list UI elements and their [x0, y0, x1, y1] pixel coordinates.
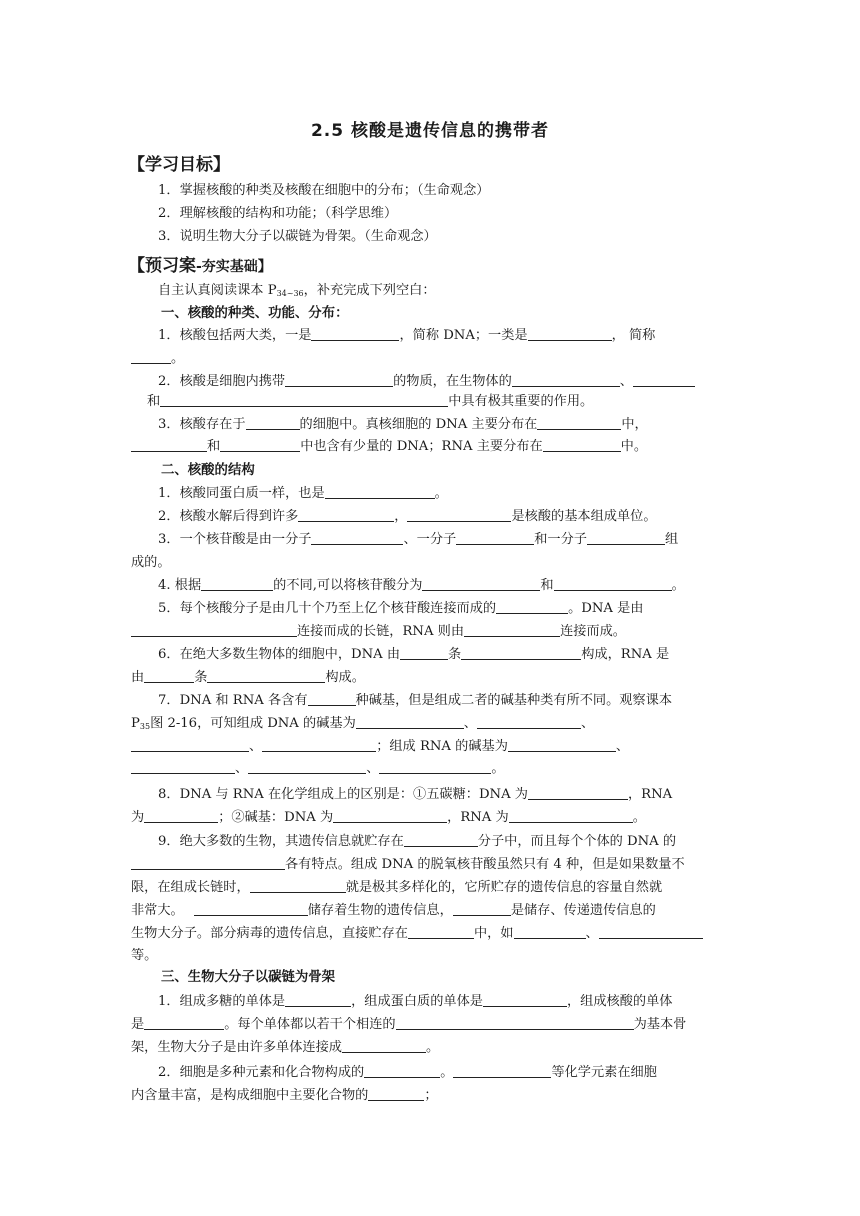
answer-blank[interactable] — [342, 1039, 426, 1053]
answer-blank[interactable] — [422, 577, 540, 591]
question-line — [131, 620, 731, 639]
answer-blank[interactable] — [298, 508, 394, 522]
question-text: 中具有极其重要的作用。 — [448, 394, 594, 409]
question-text: 为基本骨 — [633, 1017, 687, 1032]
answer-blank[interactable] — [508, 738, 616, 752]
question-text: 。 — [671, 578, 685, 593]
question-line — [158, 783, 732, 802]
answer-blank[interactable] — [285, 993, 351, 1007]
objective-item: 1．掌握核酸的种类及核酸在细胞中的分布；（生命观念） — [158, 183, 490, 198]
question-text: ，简称 DNA；一类是 — [399, 328, 528, 343]
question-text: 储存着生物的遗传信息， — [307, 903, 453, 918]
answer-blank[interactable] — [528, 786, 628, 800]
answer-blank[interactable] — [408, 925, 474, 939]
answer-blank[interactable] — [543, 438, 621, 452]
question-text: 中。 — [620, 439, 648, 454]
question-text: ； — [424, 1088, 438, 1103]
question-text: 4. 根据 — [158, 578, 202, 593]
question-line — [131, 1013, 731, 1032]
question-text: 。 — [426, 1040, 440, 1055]
question-text: 。DNA 是由 — [568, 601, 644, 616]
question-text: 。 — [434, 486, 448, 501]
question-text: 、 — [585, 926, 599, 941]
question-text: 是储存、传递遗传信息的 — [510, 903, 656, 918]
question-line — [131, 735, 731, 754]
answer-blank[interactable] — [599, 925, 703, 939]
question-text: 非常大。 — [131, 903, 184, 918]
question-text: 。 — [491, 761, 505, 776]
preview-heading-main: 【预习案 — [128, 256, 196, 276]
question-line — [131, 899, 731, 918]
answer-blank[interactable] — [131, 760, 235, 774]
question-line — [158, 1061, 732, 1080]
answer-blank[interactable] — [461, 646, 581, 660]
question-text: 限，在组成长链时， — [131, 880, 250, 895]
question-text: 1．组成多糖的单体是 — [158, 994, 286, 1009]
answer-blank[interactable] — [131, 738, 249, 752]
answer-blank[interactable] — [131, 856, 285, 870]
answer-blank[interactable] — [248, 760, 366, 774]
question-text: 。每个单体都以若干个相连的 — [224, 1017, 396, 1032]
question-text: 、 — [249, 739, 263, 754]
answer-blank[interactable] — [404, 833, 478, 847]
question-text: 35 — [139, 722, 151, 731]
answer-blank[interactable] — [220, 438, 300, 452]
question-text: 2．核酸是细胞内携带 — [158, 374, 286, 389]
question-text: 由 — [131, 670, 145, 685]
question-line — [131, 1036, 731, 1055]
page-title: 2.5 核酸是遗传信息的携带者 — [310, 121, 550, 141]
question-text: 自主认真阅读课本 P — [158, 283, 277, 298]
question-text: ；②碱基：DNA 为 — [218, 810, 334, 825]
question-line — [131, 757, 731, 776]
answer-blank[interactable] — [368, 1087, 424, 1101]
answer-blank[interactable] — [131, 438, 207, 452]
question-text: 等化学元素在细胞 — [551, 1065, 657, 1080]
answer-blank[interactable] — [144, 669, 194, 683]
question-text: 构成。 — [325, 670, 365, 685]
question-text: 、 — [619, 374, 633, 389]
question-line — [131, 347, 731, 366]
question-line — [158, 689, 732, 708]
question-line — [158, 413, 732, 432]
question-text: 图 2-16，可知组成 DNA 的碱基为 — [150, 716, 356, 731]
answer-blank[interactable] — [496, 600, 568, 614]
preview-heading — [128, 251, 272, 276]
question-text: 的物质，在生物体的 — [393, 374, 512, 389]
question-text: 。 — [171, 351, 185, 366]
question-text: ，组成核酸的单体 — [566, 994, 673, 1009]
question-text: 和一分子 — [534, 532, 587, 547]
question-text: 。 — [440, 1065, 454, 1080]
subsection-heading: 一、核酸的种类、功能、分布： — [161, 306, 349, 321]
question-text: 的细胞中。真核细胞的 DNA 主要分布在 — [299, 417, 538, 432]
question-text: 和 — [540, 578, 554, 593]
question-text: 就是极其多样化的，它所贮存的遗传信息的容量自然就 — [345, 880, 663, 895]
answer-blank[interactable] — [356, 715, 464, 729]
question-text: 8．DNA 与 RNA 在化学组成上的区别是：①五碳糖：DNA 为 — [158, 787, 528, 802]
question-text: 9．绝大多数的生物，其遗传信息就贮存在 — [158, 834, 404, 849]
answer-blank[interactable] — [194, 902, 308, 916]
answer-blank[interactable] — [325, 485, 435, 499]
question-text: ，组成蛋白质的单体是 — [351, 994, 483, 1009]
question-text: 、 — [463, 716, 477, 731]
question-text: 各有特点。组成 DNA 的脱氧核苷酸虽然只有 4 种，但是如果数量不 — [285, 857, 685, 872]
question-text: ，RNA 为 — [447, 810, 509, 825]
question-text: 3．一个核苷酸是由一分子 — [158, 532, 312, 547]
question-line — [158, 370, 732, 389]
answer-blank[interactable] — [364, 1064, 440, 1078]
question-line — [131, 1084, 731, 1103]
question-line — [158, 482, 732, 501]
question-line — [158, 324, 732, 343]
question-text: 1．核酸包括两大类，一是 — [158, 328, 312, 343]
question-line — [147, 390, 747, 409]
question-text: 连接而成的长链，RNA 则由 — [297, 624, 465, 639]
answer-blank[interactable] — [131, 350, 171, 364]
question-line — [158, 505, 732, 524]
question-text: 、 — [615, 739, 630, 754]
answer-blank[interactable] — [509, 809, 633, 823]
question-line — [131, 876, 731, 895]
question-text: 2．细胞是多种元素和化合物构成的 — [158, 1065, 365, 1080]
answer-blank[interactable] — [514, 925, 586, 939]
question-text: 5．每个核酸分子是由几十个乃至上亿个核苷酸连接而成的 — [158, 601, 497, 616]
answer-blank[interactable] — [333, 809, 447, 823]
question-line — [131, 435, 731, 454]
question-text: ， — [394, 509, 408, 524]
answer-blank[interactable] — [456, 531, 534, 545]
subsection-heading: 二、核酸的结构 — [161, 463, 255, 478]
answer-blank[interactable] — [400, 646, 448, 660]
question-text: 架，生物大分子是由许多单体连接成 — [131, 1040, 342, 1055]
question-line — [158, 990, 732, 1009]
answer-blank[interactable] — [587, 531, 665, 545]
question-text: 连接而成。 — [560, 624, 626, 639]
question-text: 和 — [207, 439, 221, 454]
question-text: 等。 — [131, 948, 158, 963]
answer-blank[interactable] — [144, 809, 218, 823]
answer-blank[interactable] — [311, 531, 403, 545]
question-text: ，补充完成下列空白： — [303, 283, 436, 298]
question-text: 中，如 — [473, 926, 514, 941]
question-text: P — [131, 716, 140, 731]
question-text: 构成，RNA 是 — [581, 647, 670, 662]
question-line — [131, 853, 731, 872]
answer-blank[interactable] — [285, 373, 393, 387]
question-text: 是 — [131, 1017, 145, 1032]
answer-blank[interactable] — [396, 1016, 634, 1030]
question-text: 7．DNA 和 RNA 各含有 — [158, 693, 308, 708]
preview-heading-sub: -夯实基础】 — [196, 259, 272, 275]
question-line — [158, 643, 732, 662]
question-line — [158, 830, 732, 849]
question-text: 分子中，而且每个个体的 DNA 的 — [477, 834, 677, 849]
question-text: 、 — [580, 716, 595, 731]
answer-blank[interactable] — [311, 327, 399, 341]
answer-blank[interactable] — [528, 327, 612, 341]
question-text: 为 — [131, 810, 145, 825]
question-line — [131, 666, 731, 685]
question-text: 条 — [194, 670, 208, 685]
answer-blank[interactable] — [633, 373, 695, 387]
answer-blank[interactable] — [201, 577, 273, 591]
question-text: 6．在绝大多数生物体的细胞中，DNA 由 — [158, 647, 401, 662]
question-text: 和 — [147, 394, 161, 409]
question-text: 、 — [235, 761, 249, 776]
answer-blank[interactable] — [464, 623, 560, 637]
question-text: 内含量丰富，是构成细胞中主要化合物的 — [131, 1088, 369, 1103]
question-line — [131, 551, 731, 570]
answer-blank[interactable] — [144, 1016, 224, 1030]
question-text: 成的。 — [131, 555, 171, 570]
question-text: 是核酸的基本组成单位。 — [511, 509, 657, 524]
question-text: ；组成 RNA 的碱基为 — [376, 739, 508, 754]
answer-blank[interactable] — [131, 623, 297, 637]
preview-intro — [158, 279, 732, 298]
answer-blank[interactable] — [554, 577, 672, 591]
objective-item: 3．说明生物大分子以碳链为骨架。（生命观念） — [158, 229, 437, 244]
question-text: ， 简称 — [611, 328, 656, 343]
question-line — [158, 597, 732, 616]
question-text: 中， — [621, 417, 648, 432]
answer-blank[interactable] — [483, 993, 567, 1007]
question-line — [131, 922, 731, 941]
question-line — [158, 574, 732, 593]
question-text: 2．核酸水解后得到许多 — [158, 509, 299, 524]
answer-blank[interactable] — [379, 760, 491, 774]
answer-blank[interactable] — [250, 879, 346, 893]
answer-blank[interactable] — [207, 669, 325, 683]
question-text: 、一分子 — [403, 532, 457, 547]
question-text: 生物大分子。部分病毒的遗传信息，直接贮存在 — [131, 926, 408, 941]
answer-blank[interactable] — [512, 373, 620, 387]
answer-blank[interactable] — [262, 738, 376, 752]
question-text: 3．核酸存在于 — [158, 417, 246, 432]
answer-blank[interactable] — [453, 902, 511, 916]
question-text: 的不同,可以将核苷酸分为 — [273, 578, 423, 593]
question-line — [131, 806, 731, 825]
question-line — [131, 712, 731, 731]
question-text: 种碱基，但是组成二者的碱基种类有所不同。观察课本 — [355, 693, 673, 708]
question-text: 1．核酸同蛋白质一样，也是 — [158, 486, 325, 501]
question-line — [131, 944, 731, 963]
question-line — [158, 528, 732, 547]
question-text: 条 — [448, 647, 462, 662]
answer-blank[interactable] — [537, 416, 621, 430]
question-text: ，RNA — [627, 787, 673, 802]
answer-blank[interactable] — [246, 416, 300, 430]
question-text: 组 — [664, 532, 679, 547]
question-text: 34~36 — [276, 289, 304, 298]
objective-item: 2．理解核酸的结构和功能；（科学思维） — [158, 206, 398, 221]
answer-blank[interactable] — [477, 715, 581, 729]
objectives-heading: 【学习目标】 — [128, 155, 230, 175]
question-text: 。 — [632, 810, 646, 825]
answer-blank[interactable] — [407, 508, 511, 522]
answer-blank[interactable] — [453, 1064, 551, 1078]
answer-blank[interactable] — [160, 393, 448, 407]
question-text: 中也含有少量的 DNA；RNA 主要分布在 — [300, 439, 543, 454]
answer-blank[interactable] — [308, 692, 356, 706]
question-text: 、 — [366, 761, 380, 776]
subsection-heading: 三、生物大分子以碳链为骨架 — [161, 970, 336, 985]
